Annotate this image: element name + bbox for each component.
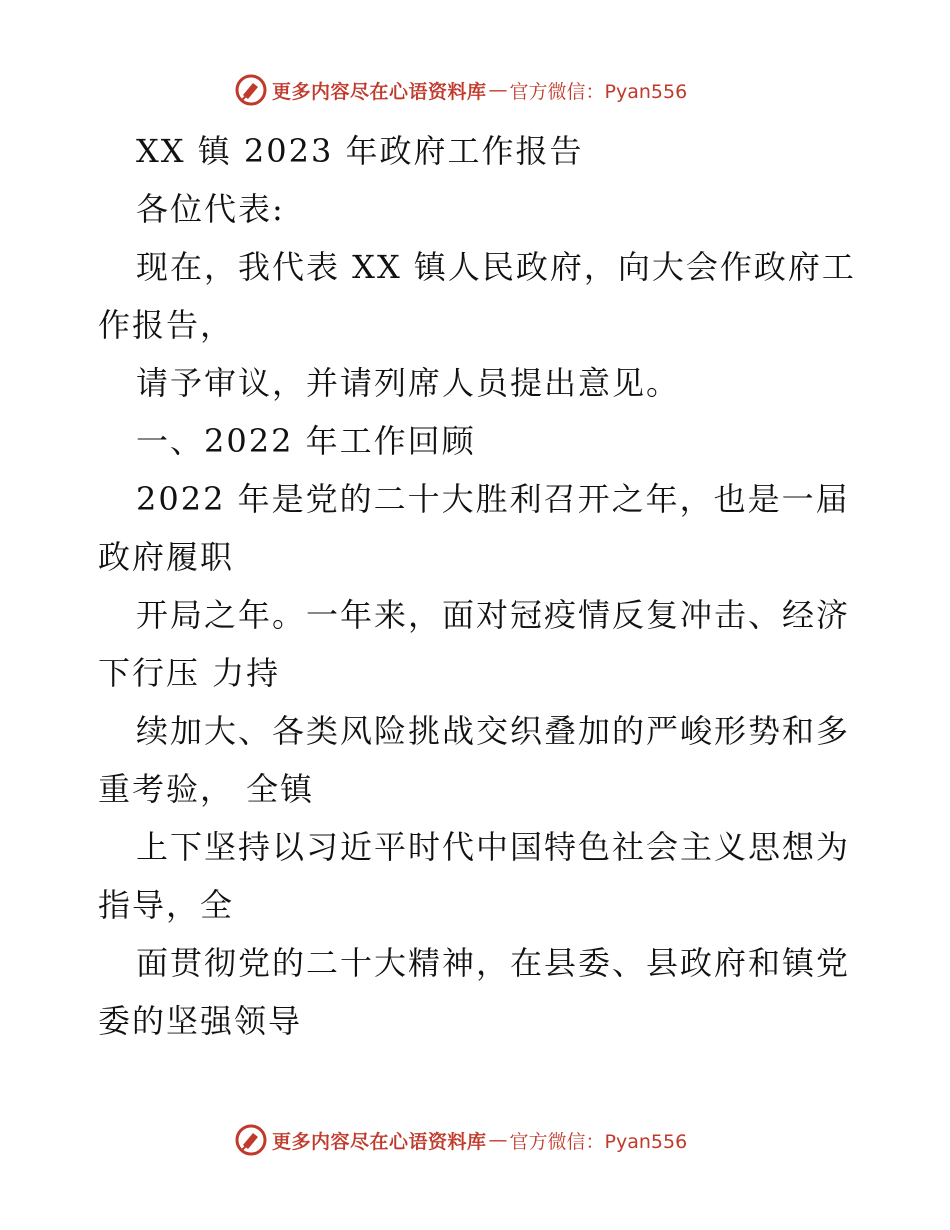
doc-line: 现在，我代表 XX 镇人民政府，向大会作政府工 xyxy=(136,248,856,286)
watermark-header xyxy=(234,73,687,107)
watermark-logo-icon xyxy=(234,73,268,107)
doc-line: 开局之年。一年来，面对冠疫情反复冲击、经济 xyxy=(136,596,851,634)
watermark-contact: 官方微信：Pyan556 xyxy=(509,1130,688,1153)
doc-line: 2022 年是党的二十大胜利召开之年，也是一届 xyxy=(136,480,850,518)
doc-line: 指导，全 xyxy=(98,886,235,924)
doc-line: 下行压 力持 xyxy=(98,654,281,692)
watermark-text: 更多内容尽在心语资料库 xyxy=(272,80,487,103)
doc-line: 作报告， xyxy=(98,306,235,344)
watermark-separator: — xyxy=(488,1129,508,1151)
doc-title: XX 镇 2023 年政府工作报告 xyxy=(136,132,584,170)
doc-line: 委的坚强领导 xyxy=(98,1002,303,1040)
watermark-text: 更多内容尽在心语资料库 xyxy=(272,1130,487,1153)
doc-line: 上下坚持以习近平时代中国特色社会主义思想为 xyxy=(136,828,851,866)
doc-line: 请予审议，并请列席人员提出意见。 xyxy=(136,364,681,402)
watermark-separator: — xyxy=(488,79,508,101)
doc-line: 重考验， 全镇 xyxy=(98,770,315,808)
doc-line: 面贯彻党的二十大精神，在县委、县政府和镇党 xyxy=(136,944,851,982)
doc-line: 续加大、各类风险挑战交织叠加的严峻形势和多 xyxy=(136,712,851,750)
doc-line: 各位代表: xyxy=(136,190,285,228)
watermark-contact: 官方微信：Pyan556 xyxy=(509,80,688,103)
watermark-footer xyxy=(234,1123,687,1157)
document-body xyxy=(98,122,858,1050)
watermark-logo-icon xyxy=(234,1123,268,1157)
doc-section-heading: 一、2022 年工作回顾 xyxy=(136,422,476,460)
doc-line: 政府履职 xyxy=(98,538,235,576)
